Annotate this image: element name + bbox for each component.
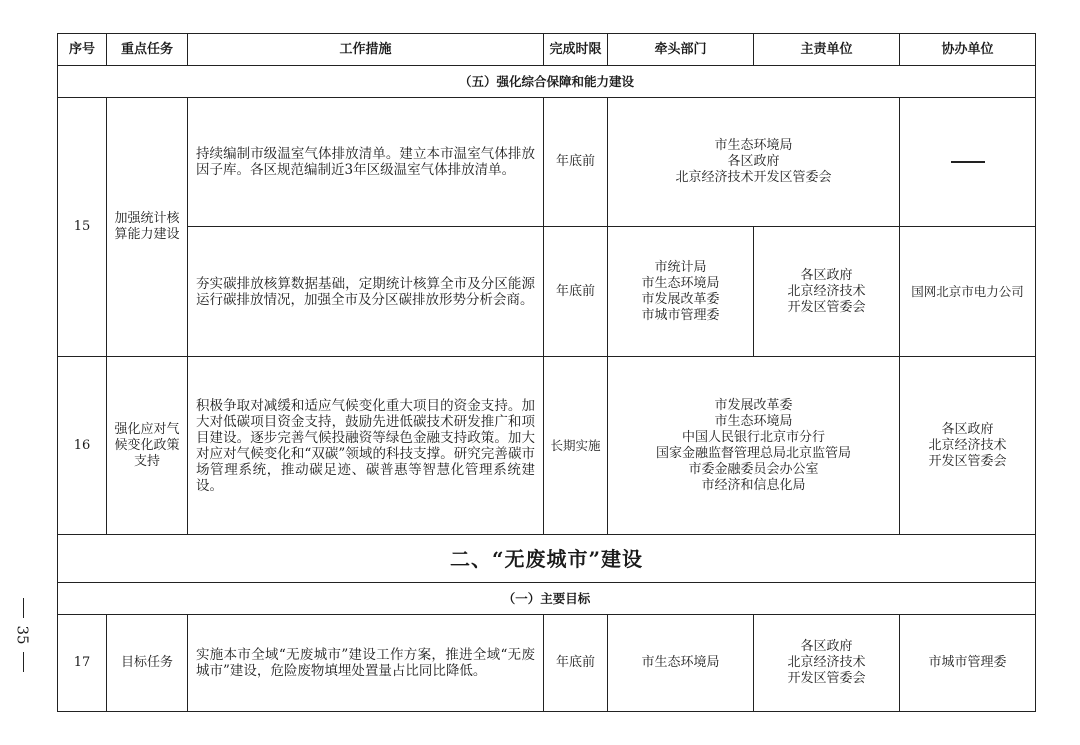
table-row [58,357,1036,535]
task-name: 加强统计核算能力建设 [107,98,188,357]
em-dash [951,161,985,163]
section-2-title: 二、“无废城市”建设 [58,535,1036,583]
assist-units [900,98,1036,227]
main-units: 各区政府 北京经济技术 开发区管委会 [754,227,900,357]
task-name: 强化应对气候变化政策支持 [107,357,188,535]
assist-units: 国网北京市电力公司 [900,227,1036,357]
assist-units: 各区政府 北京经济技术 开发区管委会 [900,357,1036,535]
measure-text: 实施本市全域“无废城市”建设工作方案，推进全域“无废城市”建设，危险废物填埋处置量占比同比降低。 [188,615,544,712]
row-number: 15 [58,98,107,357]
table-row [58,615,1036,712]
table-header-row [58,34,1036,66]
main-units: 各区政府 北京经济技术 开发区管委会 [754,615,900,712]
header-assist: 协办单位 [900,34,1036,66]
row-number: 16 [58,357,107,535]
section-heading-row [58,583,1036,615]
table-row [58,227,1036,357]
assist-units: 市城市管理委 [900,615,1036,712]
measure-text: 积极争取对减缓和适应气候变化重大项目的资金支持。加大对低碳项目资金支持，鼓励先进低碳技术研发推广和项目建设。逐步完善气候投融资等绿色金融支持政策。加大对应对气候变化和“双碳”领域的科技支撑。研究完善碳市场管理系统，推动碳足迹、碳普惠等智慧化管理系统建设。 [188,357,544,535]
table-row [58,98,1036,227]
deadline: 长期实施 [544,357,608,535]
lead-units: 市生态环境局 各区政府 北京经济技术开发区管委会 [608,98,900,227]
task-name: 目标任务 [107,615,188,712]
deadline: 年底前 [544,227,608,357]
header-task: 重点任务 [107,34,188,66]
section-5-heading: （五）强化综合保障和能力建设 [58,66,1036,98]
header-measure: 工作措施 [188,34,544,66]
section-1-heading: （一）主要目标 [58,583,1036,615]
measure-text: 夯实碳排放核算数据基础，定期统计核算全市及分区能源运行碳排放情况，加强全市及分区碳排放形势分析会商。 [188,227,544,357]
row-number: 17 [58,615,107,712]
lead-units: 市生态环境局 [608,615,754,712]
lead-units: 市统计局 市生态环境局 市发展改革委 市城市管理委 [608,227,754,357]
section-title-row [58,535,1036,583]
header-lead: 牵头部门 [608,34,754,66]
section-heading-row [58,66,1036,98]
header-main: 主责单位 [754,34,900,66]
deadline: 年底前 [544,615,608,712]
page-number: 35 [14,598,32,688]
lead-units: 市发展改革委 市生态环境局 中国人民银行北京市分行 国家金融监督管理总局北京监管局 市委金融委员会办公室 市经济和信息化局 [608,357,900,535]
header-no: 序号 [58,34,107,66]
header-deadline: 完成时限 [544,34,608,66]
task-table [57,33,1036,712]
deadline: 年底前 [544,98,608,227]
measure-text: 持续编制市级温室气体排放清单。建立本市温室气体排放因子库。各区规范编制近3年区级温室气体排放清单。 [188,98,544,227]
